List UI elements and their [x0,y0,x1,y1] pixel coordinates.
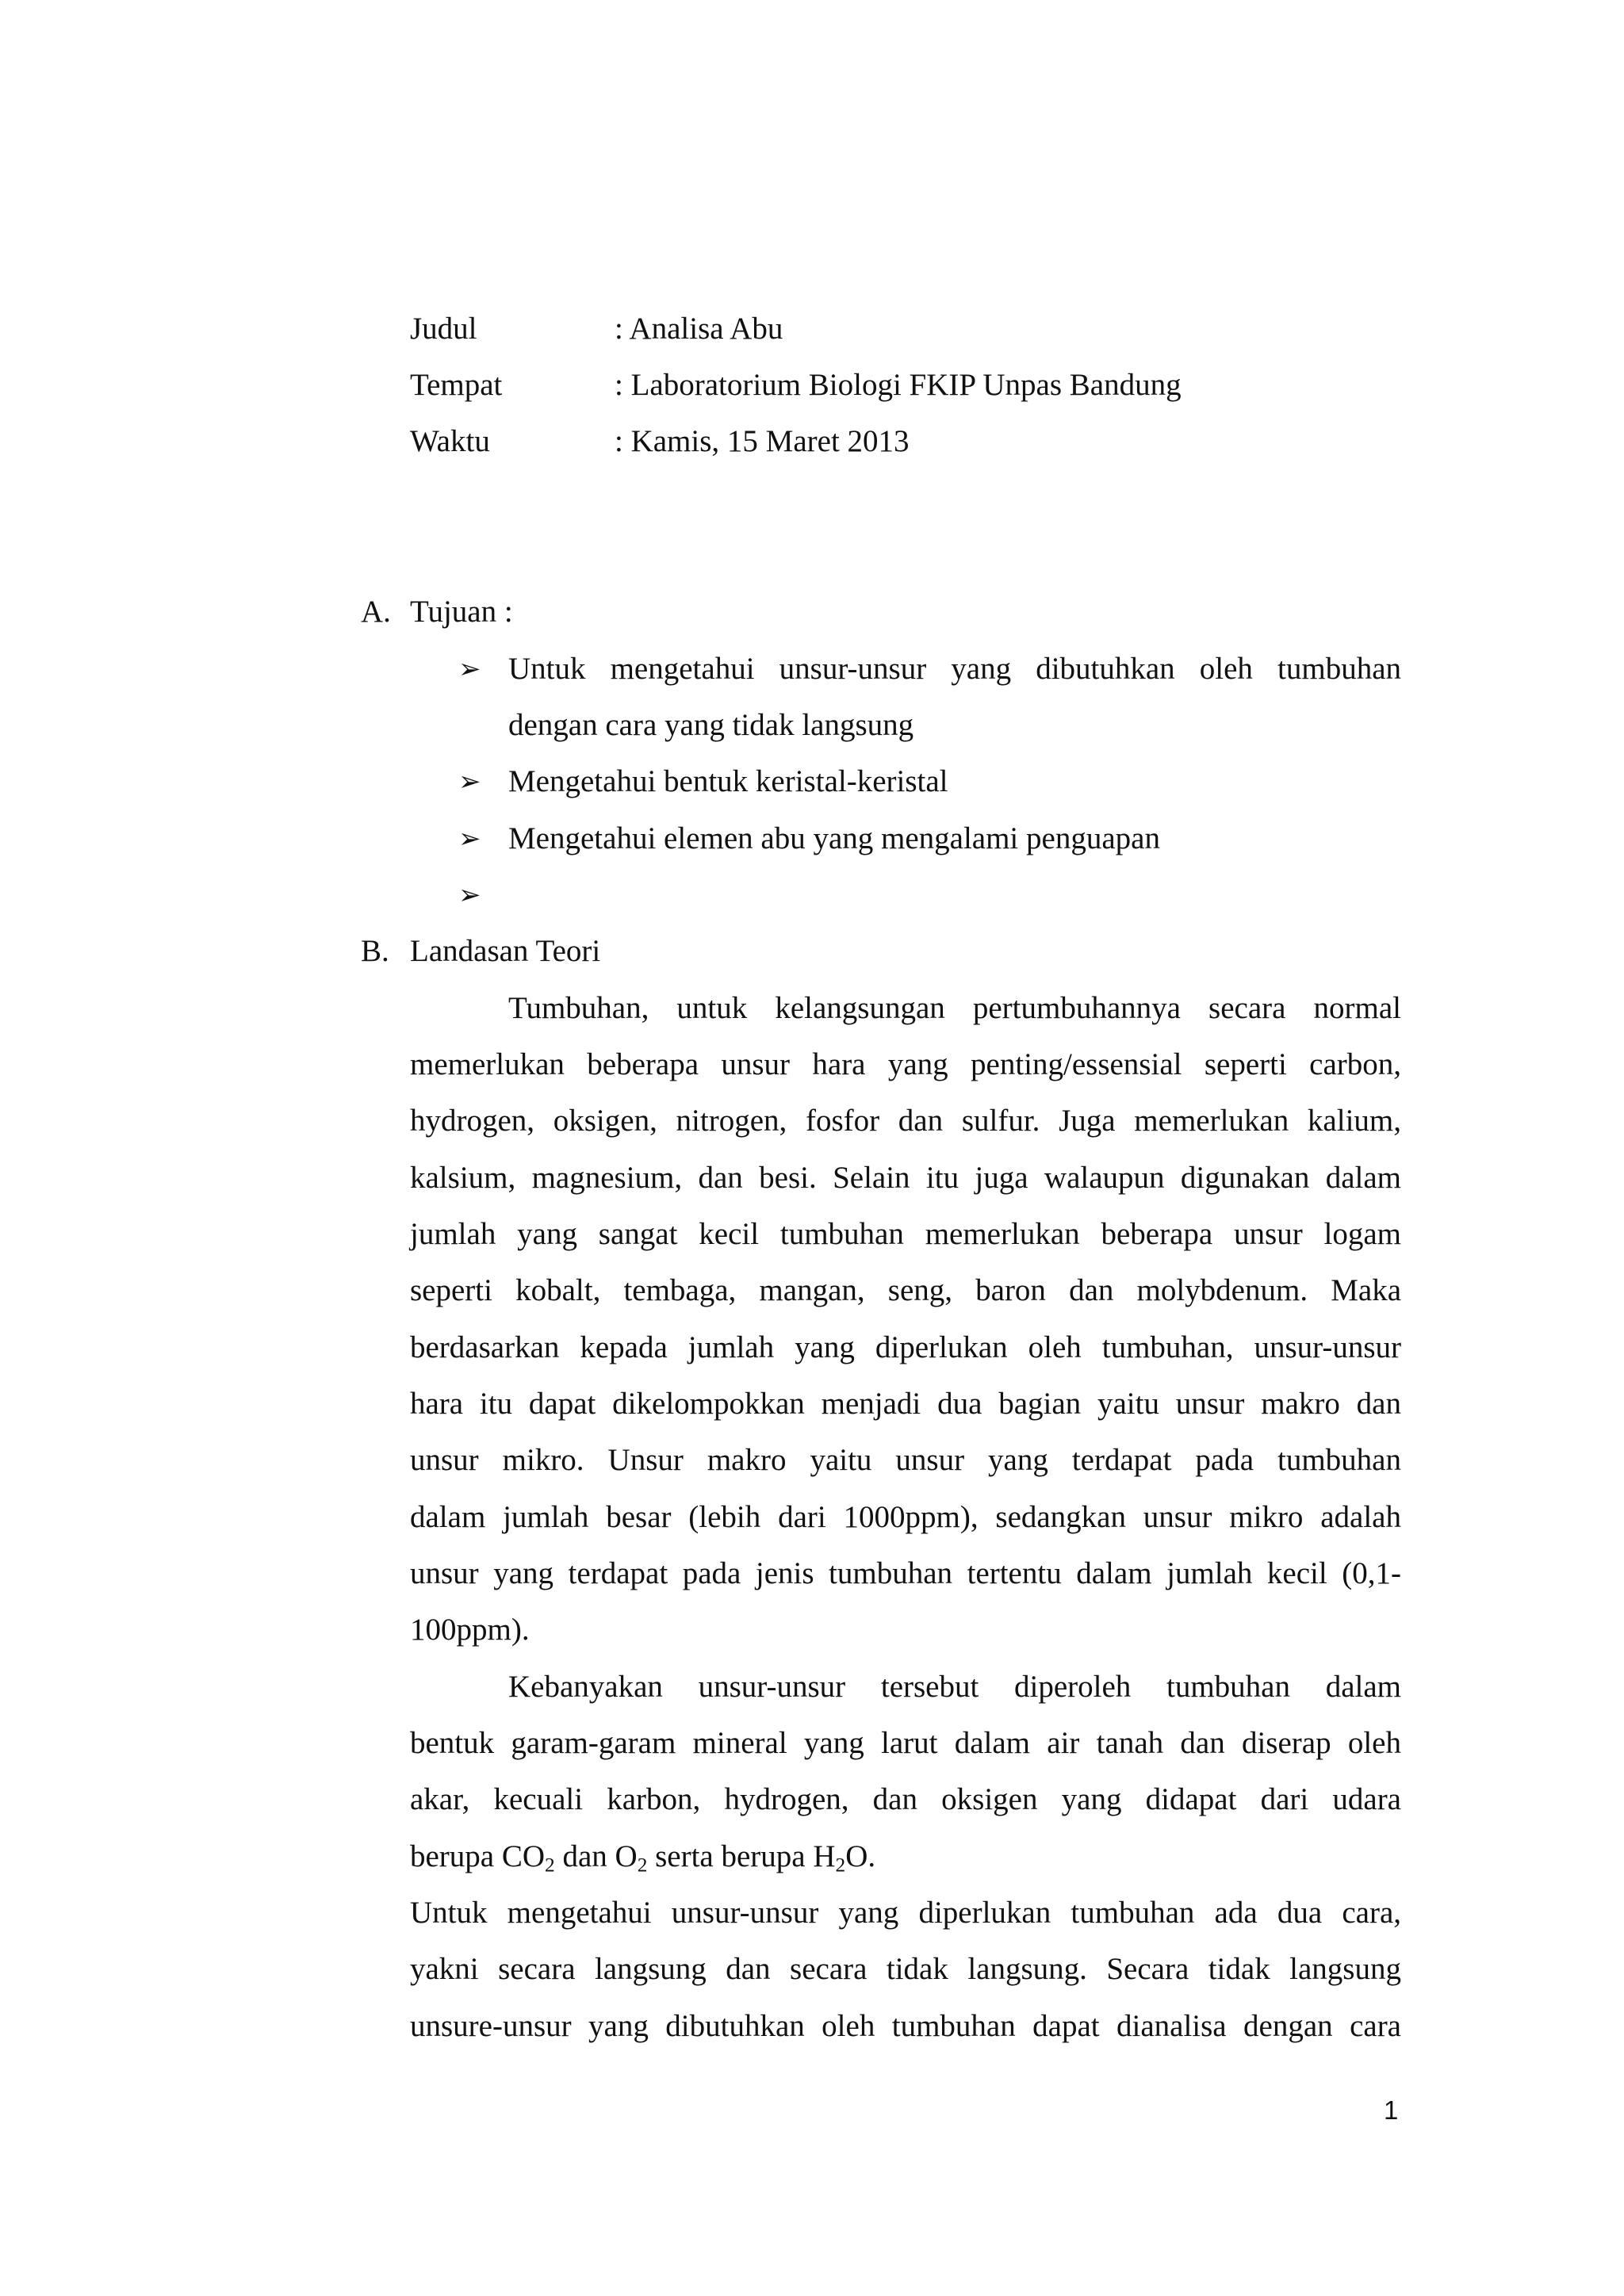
waktu-value: : Kamis, 15 Maret 2013 [615,424,910,458]
paragraph-1-line: 100ppm). [410,1613,530,1647]
tujuan-item-1-line-2: dengan cara yang tidak langsung [508,708,914,742]
paragraph-1-line: hara itu dapat dikelompokkan menjadi dua bagian yaitu unsur makro dan [410,1387,1401,1421]
bullet-arrow-icon: ➢ [458,653,481,685]
paragraph-1-line: unsur mikro. Unsur makro yaitu unsur yang terdapat pada tumbuhan [410,1443,1401,1477]
paragraph-2-line: akar, kecuali karbon, hydrogen, dan oksigen yang didapat dari udara [410,1782,1401,1816]
paragraph-1-line: unsur yang terdapat pada jenis tumbuhan tertentu dalam jumlah kecil (0,1- [410,1556,1401,1590]
paragraph-1-line: memerlukan beberapa unsur hara yang penting/essensial seperti carbon, [410,1047,1401,1081]
paragraph-3-line: unsure-unsur yang dibutuhkan oleh tumbuhan dapat dianalisa dengan cara [410,2009,1401,2043]
paragraph-1-line: dalam jumlah besar (lebih dari 1000ppm), sedangkan unsur mikro adalah [410,1500,1401,1534]
bullet-arrow-icon: ➢ [458,766,481,798]
judul-label: Judul [410,312,477,346]
tempat-label: Tempat [410,368,503,402]
tempat-value: : Laboratorium Biologi FKIP Unpas Bandung [615,368,1182,402]
section-a-letter: A. [361,595,391,629]
tujuan-item-2: Mengetahui bentuk keristal-keristal [508,764,948,798]
paragraph-1-line: Tumbuhan, untuk kelangsungan pertumbuhannya secara normal [508,991,1401,1025]
paragraph-3-line: Untuk mengetahui unsur-unsur yang diperlukan tumbuhan ada dua cara, [410,1896,1401,1930]
paragraph-1-line: hydrogen, oksigen, nitrogen, fosfor dan sulfur. Juga memerlukan kalium, [410,1104,1401,1138]
page-number: 1 [1384,2095,1399,2125]
section-b-title: Landasan Teori [410,934,601,968]
bullet-arrow-icon: ➢ [458,879,481,911]
paragraph-2-line: Kebanyakan unsur-unsur tersebut diperoleh tumbuhan dalam [508,1670,1401,1704]
paragraph-2-line: bentuk garam-garam mineral yang larut dalam air tanah dan diserap oleh [410,1726,1401,1760]
paragraph-1-line: seperti kobalt, tembaga, mangan, seng, baron dan molybdenum. Maka [410,1273,1401,1307]
tujuan-item-1-line-1: Untuk mengetahui unsur-unsur yang dibutuhkan oleh tumbuhan [508,652,1401,686]
tujuan-item-3: Mengetahui elemen abu yang mengalami penguapan [508,821,1160,855]
section-a-title: Tujuan : [410,595,513,629]
paragraph-3-line: yakni secara langsung dan secara tidak langsung. Secara tidak langsung [410,1952,1401,1986]
paragraph-1-line: berdasarkan kepada jumlah yang diperlukan oleh tumbuhan, unsur-unsur [410,1330,1401,1364]
judul-value: : Analisa Abu [615,312,783,346]
section-b-letter: B. [361,934,389,968]
paragraph-1-line: kalsium, magnesium, dan besi. Selain itu juga walaupun digunakan dalam [410,1161,1401,1195]
waktu-label: Waktu [410,424,490,458]
formula-line: berupa $CO_2$ dan $O_2$ serta berupa $H_2O$. [410,1839,876,1877]
bullet-arrow-icon: ➢ [458,823,481,855]
paragraph-1-line: jumlah yang sangat kecil tumbuhan memerlukan beberapa unsur logam [410,1217,1401,1251]
